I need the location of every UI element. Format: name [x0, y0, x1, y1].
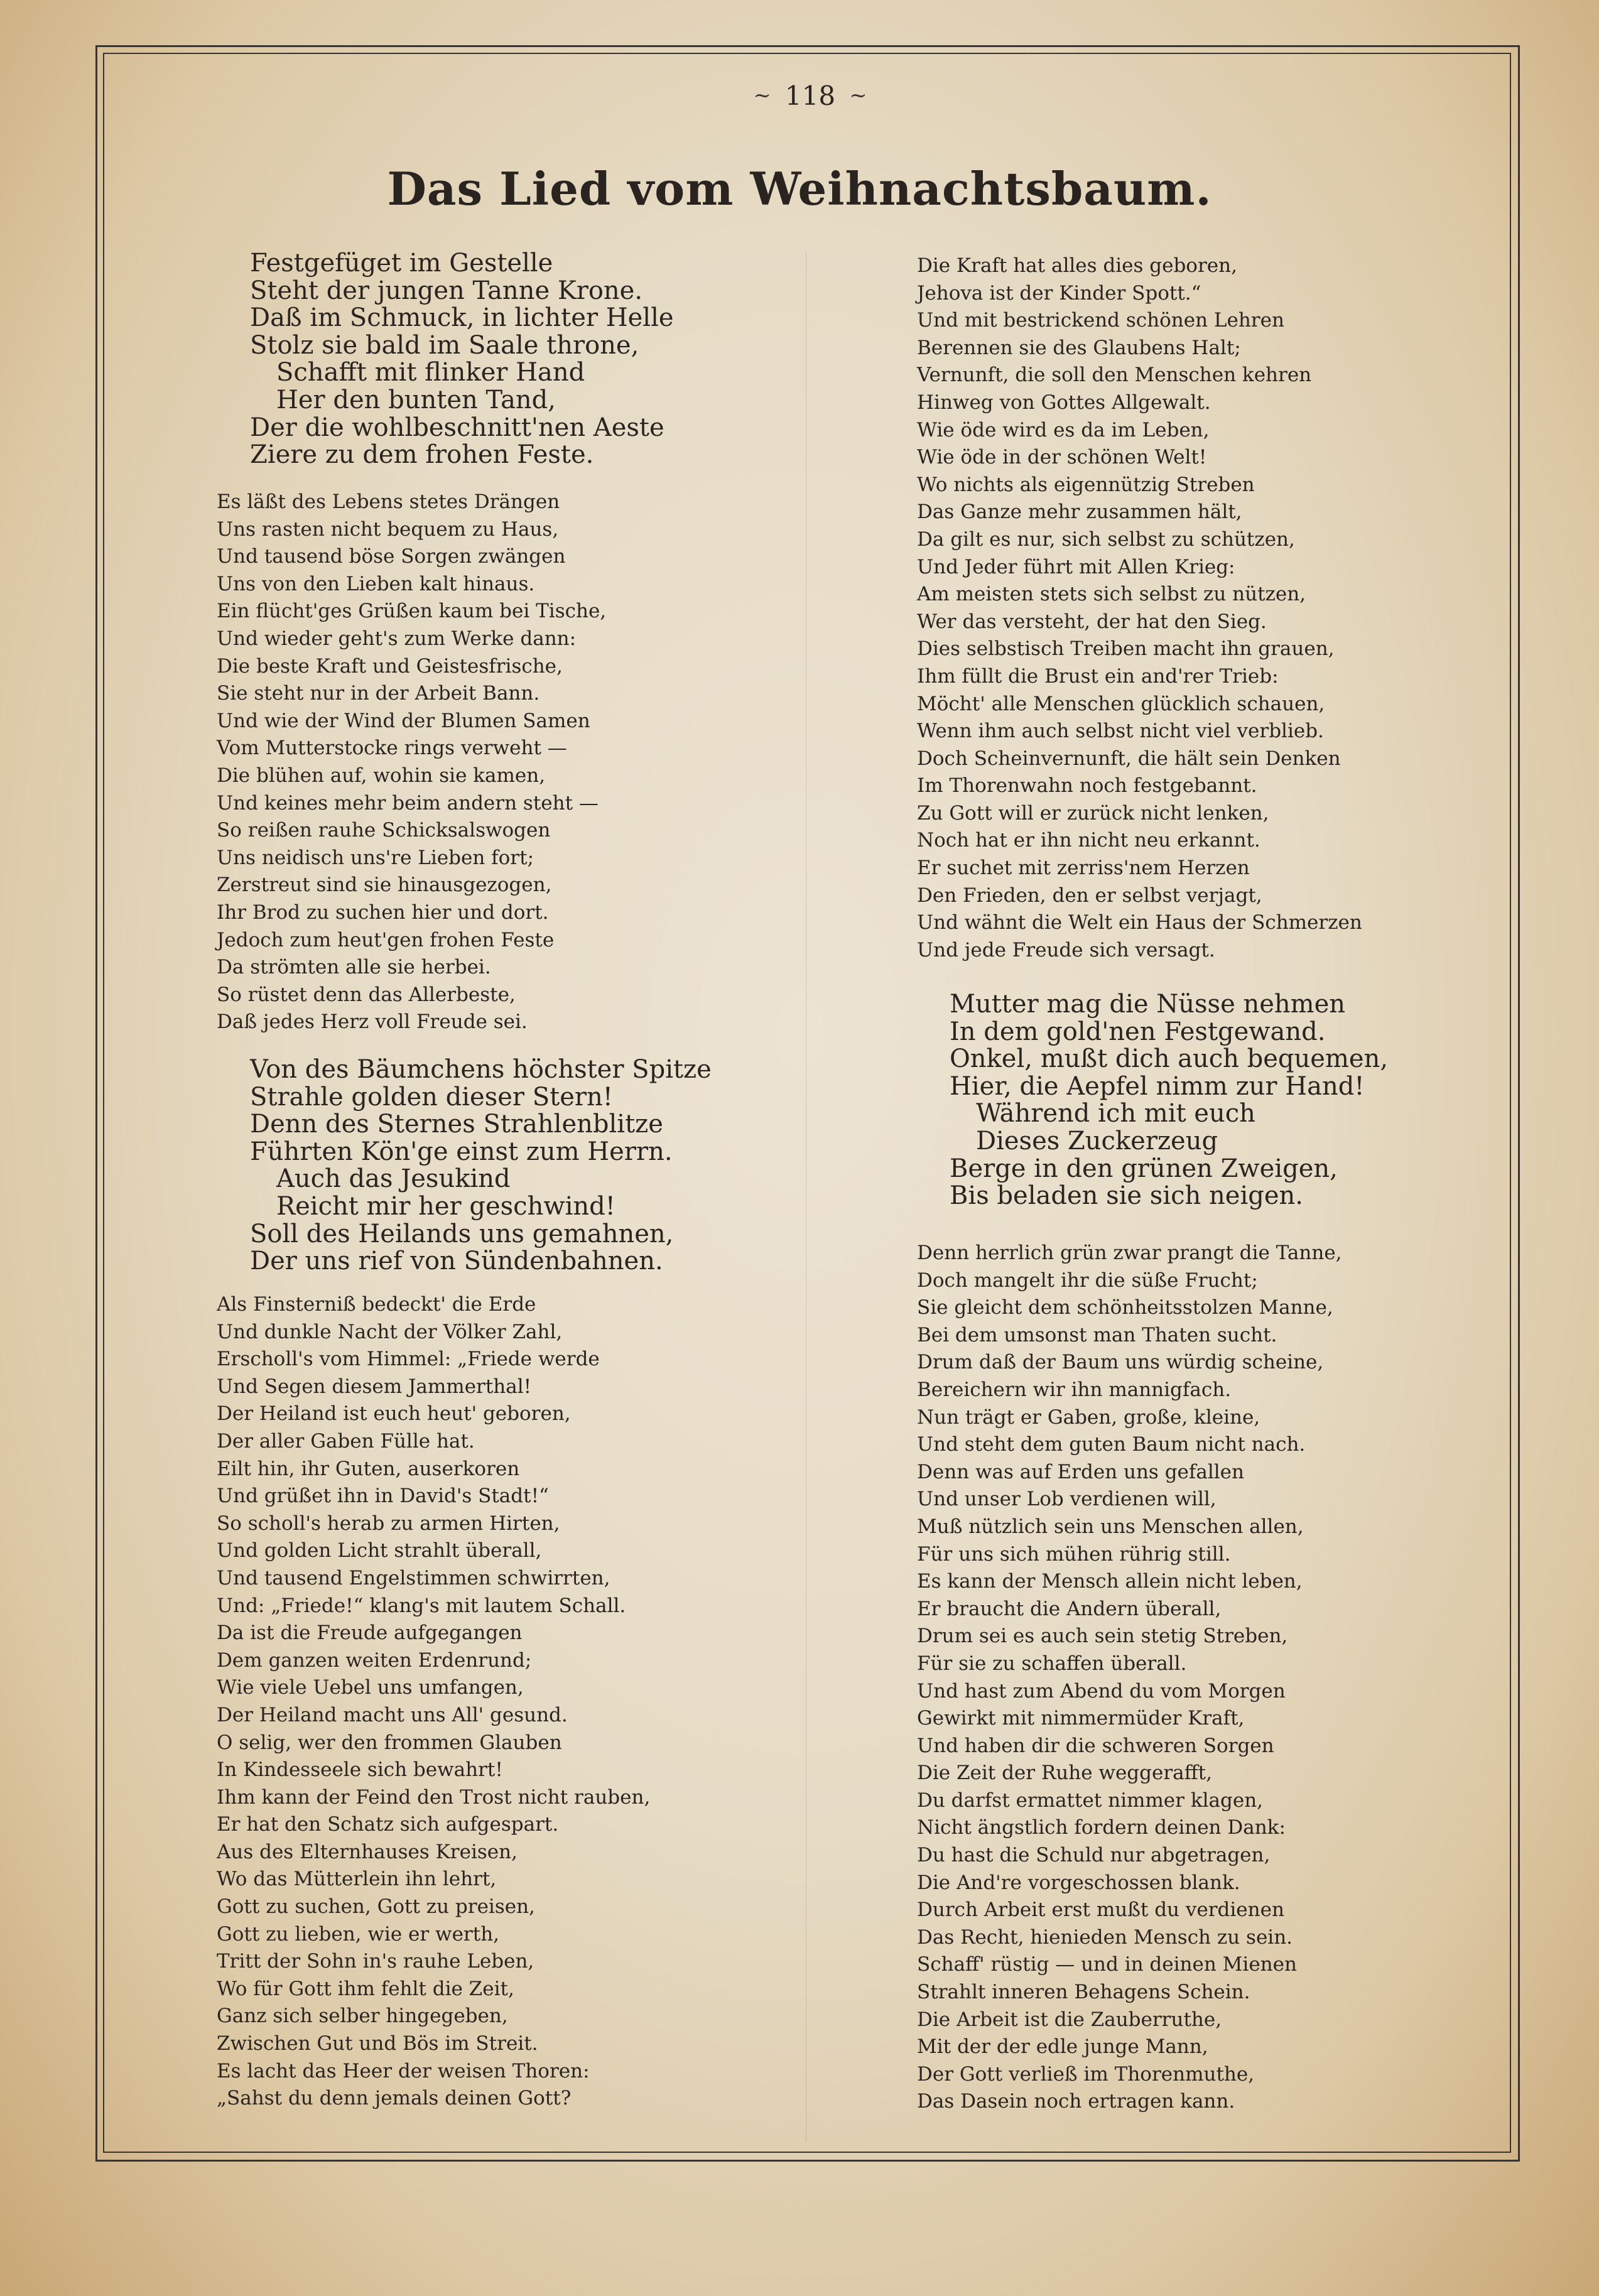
verse-line: Und wieder geht's zum Werke dann:: [217, 627, 577, 650]
page-number-header: [729, 79, 892, 112]
verse-line: Da gilt es nur, sich selbst zu schützen,: [917, 528, 1295, 551]
verse-line: Die beste Kraft und Geistesfrische,: [217, 654, 563, 678]
verse-line: Strahlt inneren Behagens Schein.: [917, 1981, 1250, 2004]
verse-line: Sie steht nur in der Arbeit Bann.: [217, 682, 540, 705]
verse-line: Erscholl's vom Himmel: „Friede werde: [217, 1348, 600, 1371]
verse-line: Während ich mit euch: [976, 1099, 1255, 1129]
verse-line: Und dunkle Nacht der Völker Zahl,: [217, 1320, 563, 1343]
verse-line: Zerstreut sind sie hinausgezogen,: [217, 874, 552, 897]
verse-line: Dies selbstisch Treiben macht ihn grauen,: [917, 637, 1335, 661]
verse-line: Denn was auf Erden uns gefallen: [917, 1460, 1244, 1483]
verse-line: Ihm füllt die Brust ein and'rer Trieb:: [917, 664, 1279, 688]
verse-line: Und wie der Wind der Blumen Samen: [217, 709, 590, 732]
verse-line: Muß nützlich sein uns Menschen allen,: [917, 1515, 1304, 1538]
verse-line: Wie öde wird es da im Leben,: [917, 418, 1210, 441]
verse-line: Ihm kann der Feind den Trost nicht rauben,: [217, 1785, 651, 1809]
verse-line: Der uns rief von Sündenbahnen.: [250, 1247, 663, 1276]
verse-line: Der Heiland macht uns All' gesund.: [217, 1703, 568, 1726]
verse-line: Vom Mutterstocke rings verweht —: [217, 737, 567, 760]
verse-line: Und hast zum Abend du vom Morgen: [917, 1679, 1286, 1703]
verse-line: Wo nichts als eigennützig Streben: [917, 473, 1255, 496]
verse-line: Stolz sie bald im Saale throne,: [250, 330, 639, 360]
verse-line: Und haben dir die schweren Sorgen: [917, 1734, 1274, 1757]
verse-line: So reißen rauhe Schicksalswogen: [217, 819, 551, 842]
verse-line: Nun trägt er Gaben, große, kleine,: [917, 1405, 1260, 1429]
verse-line: Die Arbeit ist die Zauberruthe,: [917, 2008, 1222, 2031]
verse-line: Und wähnt die Welt ein Haus der Schmerzen: [917, 911, 1362, 934]
verse-line: Die Kraft hat alles dies geboren,: [917, 254, 1237, 277]
verse-line: Der aller Gaben Fülle hat.: [217, 1429, 475, 1453]
verse-line: Berge in den grünen Zweigen,: [950, 1154, 1338, 1183]
verse-line: Dem ganzen weiten Erdenrund;: [217, 1649, 532, 1672]
verse-line: Daß im Schmuck, in lichter Helle: [250, 303, 674, 333]
verse-line: Und Jeder führt mit Allen Krieg:: [917, 555, 1235, 578]
left-verse-2: [217, 1291, 650, 2113]
verse-line: Und jede Freude sich versagt.: [917, 938, 1215, 961]
verse-line: Daß jedes Herz voll Freude sei.: [217, 1010, 528, 1034]
verse-line: Es lacht das Heer der weisen Thoren:: [217, 2059, 590, 2082]
verse-line: In Kindesseele sich bewahrt!: [217, 1758, 503, 1782]
verse-line: Tritt der Sohn in's rauhe Leben,: [217, 1950, 534, 1973]
verse-line: Und steht dem guten Baum nicht nach.: [917, 1433, 1306, 1456]
verse-line: Es kann der Mensch allein nicht leben,: [917, 1570, 1303, 1593]
verse-line: Wer das versteht, der hat den Sieg.: [917, 610, 1267, 633]
verse-line: Du darfst ermattet nimmer klagen,: [917, 1789, 1264, 1812]
verse-line: Denn herrlich grün zwar prangt die Tanne,: [917, 1242, 1342, 1264]
verse-line: Noch hat er ihn nicht neu erkannt.: [917, 829, 1260, 852]
verse-line: Ein flücht'ges Grüßen kaum bei Tische,: [217, 600, 607, 623]
verse-line: Und keines mehr beim andern steht —: [217, 791, 599, 815]
verse-line: Drum daß der Baum uns würdig scheine,: [917, 1351, 1324, 1374]
right-verse-3: [917, 252, 1362, 964]
verse-line: Bereichern wir ihn mannigfach.: [917, 1378, 1232, 1401]
verse-line: Der Heiland ist euch heut' geboren,: [217, 1402, 571, 1426]
verse-line: Uns neidisch uns're Lieben fort;: [217, 846, 534, 869]
verse-line: Der die wohlbeschnitt'nen Aeste: [250, 413, 664, 442]
verse-line: Nicht ängstlich fordern deinen Dank:: [917, 1816, 1286, 1839]
verse-line: Ihr Brod zu suchen hier und dort.: [217, 901, 549, 924]
verse-line: Die And're vorgeschossen blank.: [917, 1871, 1240, 1894]
poem-title: Das Lied vom Weihnachtsbaum.: [387, 162, 1212, 215]
verse-line: Am meisten stets sich selbst zu nützen,: [917, 583, 1306, 606]
verse-line: Her den bunten Tand,: [276, 385, 556, 414]
verse-line: Jedoch zum heut'gen frohen Feste: [217, 928, 555, 951]
verse-line: Denn des Sternes Strahlenblitze: [250, 1110, 663, 1139]
verse-line: Aus des Elternhauses Kreisen,: [217, 1840, 518, 1863]
verse-line: Das Dasein noch ertragen kann.: [917, 2090, 1235, 2113]
right-verse-4: [917, 1240, 1342, 2116]
verse-line: Mit der der edle junge Mann,: [917, 2035, 1208, 2059]
verse-line: Und mit bestrickend schönen Lehren: [917, 309, 1284, 332]
verse-line: Als Finsterniß bedeckt' die Erde: [217, 1293, 536, 1316]
verse-line: Drum sei es auch sein stetig Streben,: [917, 1625, 1288, 1648]
verse-line: Das Ganze mehr zusammen hält,: [917, 501, 1242, 524]
verse-line: Und unser Lob verdienen will,: [917, 1488, 1217, 1511]
verse-line: Der Gott verließ im Thorenmuthe,: [917, 2062, 1255, 2086]
verse-line: Uns rasten nicht bequem zu Haus,: [217, 517, 559, 541]
verse-line: Schafft mit flinker Hand: [276, 358, 585, 387]
verse-line: Mutter mag die Nüsse nehmen: [950, 990, 1346, 1019]
verse-line: Da strömten alle sie herbei.: [217, 956, 491, 979]
verse-line: Da ist die Freude aufgegangen: [217, 1622, 523, 1645]
verse-line: Gewirkt mit nimmermüder Kraft,: [917, 1707, 1245, 1730]
left-stanza-1: [250, 250, 674, 469]
verse-line: Den Frieden, den er selbst verjagt,: [917, 884, 1262, 907]
verse-line: Auch das Jesukind: [276, 1164, 511, 1194]
verse-line: Ziere zu dem frohen Feste.: [250, 440, 594, 470]
verse-line: Zu Gott will er zurück nicht lenken,: [917, 801, 1269, 825]
verse-line: Dieses Zuckerzeug: [976, 1126, 1218, 1156]
verse-line: Doch Scheinvernunft, die hält sein Denken: [917, 747, 1341, 770]
verse-line: Es läßt des Lebens stetes Drängen: [217, 490, 560, 513]
verse-line: O selig, wer den frommen Glauben: [217, 1731, 562, 1754]
ornament-right-icon: ~: [849, 83, 867, 108]
verse-line: Gott zu suchen, Gott zu preisen,: [217, 1895, 535, 1919]
verse-line: Führten Kön'ge einst zum Herrn.: [250, 1137, 673, 1166]
verse-line: Gott zu lieben, wie er werth,: [217, 1922, 500, 1946]
verse-line: Uns von den Lieben kalt hinaus.: [217, 572, 535, 595]
verse-line: Schaff' rüstig — und in deinen Mienen: [917, 1953, 1297, 1976]
verse-line: So scholl's herab zu armen Hirten,: [217, 1512, 560, 1535]
verse-line: Sie gleicht dem schönheitsstolzen Manne,: [917, 1296, 1333, 1319]
verse-line: Er hat den Schatz sich aufgespart.: [217, 1813, 559, 1836]
verse-line: „Sahst du denn jemals deinen Gott?: [217, 2087, 572, 2110]
verse-line: Reicht mir her geschwind!: [276, 1191, 615, 1221]
ornament-left-icon: ~: [753, 83, 771, 108]
verse-line: Für sie zu schaffen überall.: [917, 1652, 1187, 1675]
verse-line: Für uns sich mühen rührig still.: [917, 1542, 1231, 1566]
verse-line: Ganz sich selber hingegeben,: [217, 2005, 508, 2028]
verse-line: Durch Arbeit erst mußt du verdienen: [917, 1898, 1284, 1922]
verse-line: Onkel, mußt dich auch bequemen,: [950, 1044, 1389, 1074]
verse-line: Berennen sie des Glaubens Halt;: [917, 336, 1241, 359]
verse-line: Er suchet mit zerriss'nem Herzen: [917, 857, 1250, 880]
verse-line: Doch mangelt ihr die süße Frucht;: [917, 1269, 1258, 1292]
verse-line: Bei dem umsonst man Thaten sucht.: [917, 1323, 1277, 1346]
verse-line: Wo für Gott ihm fehlt die Zeit,: [217, 1977, 514, 2000]
verse-line: Festgefüget im Gestelle: [250, 249, 553, 278]
verse-line: Hinweg von Gottes Allgewalt.: [917, 391, 1211, 414]
right-stanza-3: [950, 991, 1388, 1210]
verse-line: Jehova ist der Kinder Spott.“: [917, 281, 1201, 305]
verse-line: Vernunft, die soll den Menschen kehren: [917, 364, 1312, 387]
verse-line: Die blühen auf, wohin sie kamen,: [217, 764, 546, 787]
verse-line: In dem gold'nen Festgewand.: [950, 1017, 1326, 1046]
verse-line: Im Thorenwahn noch festgebannt.: [917, 774, 1257, 798]
left-stanza-2: [250, 1056, 712, 1275]
verse-line: Hier, die Aepfel nimm zur Hand!: [950, 1071, 1365, 1101]
verse-line: Möcht' alle Menschen glücklich schauen,: [917, 692, 1325, 715]
verse-line: Er braucht die Andern überall,: [917, 1597, 1222, 1620]
verse-line: Soll des Heilands uns gemahnen,: [250, 1219, 674, 1248]
verse-line: Wie öde in der schönen Welt!: [917, 446, 1207, 469]
verse-line: Wie viele Uebel uns umfangen,: [217, 1676, 524, 1699]
verse-line: Bis beladen sie sich neigen.: [950, 1181, 1303, 1211]
verse-line: Und: „Friede!“ klang's mit lautem Schall.: [217, 1594, 626, 1617]
verse-line: Steht der jungen Tanne Krone.: [250, 276, 643, 305]
verse-line: Von des Bäumchens höchster Spitze: [250, 1055, 712, 1084]
verse-line: Eilt hin, ihr Guten, auserkoren: [217, 1457, 520, 1480]
verse-line: Und Segen diesem Jammerthal!: [217, 1375, 532, 1398]
left-verse-1: [217, 489, 606, 1036]
verse-line: Zwischen Gut und Bös im Streit.: [217, 2032, 538, 2055]
verse-line: Du hast die Schuld nur abgetragen,: [917, 1844, 1271, 1867]
verse-line: Und tausend böse Sorgen zwängen: [217, 545, 566, 568]
page-number: 118: [784, 80, 836, 111]
verse-line: Und grüßet ihn in David's Stadt!“: [217, 1485, 549, 1508]
verse-line: Strahle golden dieser Stern!: [250, 1082, 613, 1112]
verse-line: Und tausend Engelstimmen schwirrten,: [217, 1566, 610, 1589]
verse-line: Wenn ihm auch selbst nicht viel verblieb.: [917, 720, 1324, 743]
verse-line: Das Recht, hienieden Mensch zu sein.: [917, 1925, 1293, 1949]
verse-line: Wo das Mütterlein ihn lehrt,: [217, 1868, 497, 1891]
verse-line: Und golden Licht strahlt überall,: [217, 1539, 542, 1562]
verse-line: So rüstet denn das Allerbeste,: [217, 983, 516, 1006]
verse-line: Die Zeit der Ruhe weggerafft,: [917, 1762, 1212, 1785]
